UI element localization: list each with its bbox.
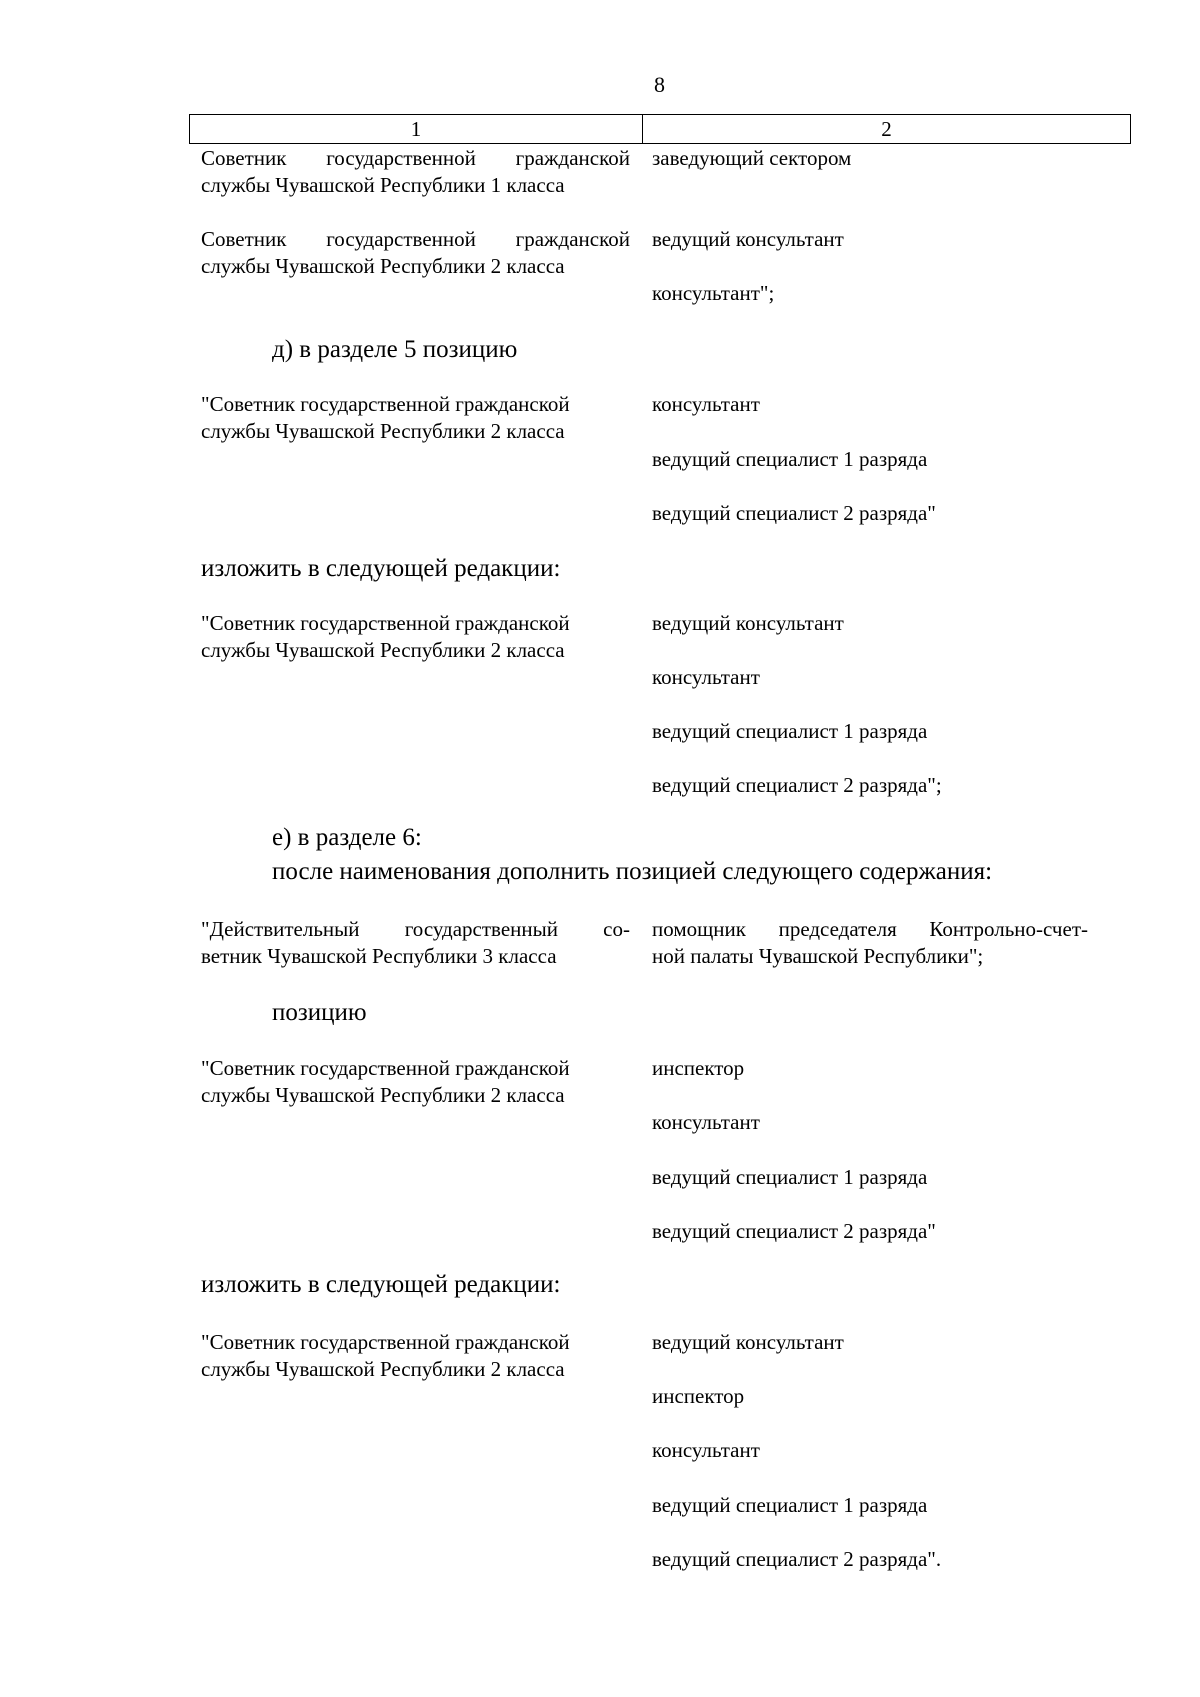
word: Контрольно-счет- xyxy=(929,917,1088,941)
block5-right-item: ведущий специалист 2 разряда" xyxy=(652,1219,936,1243)
block4-right-line1 xyxy=(652,917,1088,942)
statement-1: изложить в следующей редакции: xyxy=(201,555,561,582)
page-number: 8 xyxy=(654,72,665,97)
row2-right-item: консультант"; xyxy=(652,281,775,305)
word: председателя xyxy=(778,917,897,941)
word: Советник xyxy=(201,146,287,170)
table-header xyxy=(189,114,1131,144)
row2-right-item: ведущий консультант xyxy=(652,227,844,251)
row2-left-line1 xyxy=(201,227,630,252)
word: "Действительный xyxy=(201,917,360,941)
block2-left-line2: службы Чувашской Республики 2 класса xyxy=(201,419,565,443)
row2-left-line2: службы Чувашской Республики 2 класса xyxy=(201,254,565,278)
block6-right-item: ведущий консультант xyxy=(652,1330,844,1354)
block6-right-item: ведущий специалист 2 разряда". xyxy=(652,1547,942,1571)
block5-right-item: инспектор xyxy=(652,1056,745,1080)
block6-right-item: консультант xyxy=(652,1438,760,1462)
block4-left-line1 xyxy=(201,917,630,942)
row1-right: заведующий сектором xyxy=(652,146,852,170)
block6-left-line2: службы Чувашской Республики 2 класса xyxy=(201,1357,565,1381)
word: гражданской xyxy=(515,146,630,170)
block3-right-item: консультант xyxy=(652,665,760,689)
word: государственной xyxy=(326,227,476,251)
table-header-col1: 1 xyxy=(190,115,643,143)
block3-right-item: ведущий специалист 2 разряда"; xyxy=(652,773,942,797)
word: государственной xyxy=(326,146,476,170)
block6-left-line1: "Советник государственной гражданской xyxy=(201,1330,570,1354)
word: помощник xyxy=(652,917,746,941)
section-e-heading: е) в разделе 6: xyxy=(272,824,422,851)
word: Советник xyxy=(201,227,287,251)
block4-right-line2: ной палаты Чувашской Республики"; xyxy=(652,944,984,968)
block2-right-item: ведущий специалист 2 разряда" xyxy=(652,501,936,525)
table-header-col2: 2 xyxy=(881,116,892,141)
block6-right-item: инспектор xyxy=(652,1384,745,1408)
section-d-heading: д) в разделе 5 позицию xyxy=(272,336,518,363)
position-word: позицию xyxy=(272,999,367,1026)
block3-right-item: ведущий специалист 1 разряда xyxy=(652,719,928,743)
block2-right-item: ведущий специалист 1 разряда xyxy=(652,447,928,471)
block4-left-line2: ветник Чувашской Республики 3 класса xyxy=(201,944,557,968)
row1-left-line1 xyxy=(201,146,630,171)
block5-left-line1: "Советник государственной гражданской xyxy=(201,1056,570,1080)
block5-right-item: консультант xyxy=(652,1110,760,1134)
block3-left-line2: службы Чувашской Республики 2 класса xyxy=(201,638,565,662)
block5-left-line2: службы Чувашской Республики 2 класса xyxy=(201,1083,565,1107)
section-e-line2: после наименования дополнить позицией следующего содержания: xyxy=(272,858,993,885)
block5-right-item: ведущий специалист 1 разряда xyxy=(652,1165,928,1189)
word: государственный xyxy=(404,917,558,941)
block3-left-line1: "Советник государственной гражданской xyxy=(201,611,570,635)
word: со- xyxy=(603,917,630,941)
block2-right-item: консультант xyxy=(652,392,760,416)
word: гражданской xyxy=(515,227,630,251)
block3-right-item: ведущий консультант xyxy=(652,611,844,635)
row1-left-line2: службы Чувашской Республики 1 класса xyxy=(201,173,565,197)
block2-left-line1: "Советник государственной гражданской xyxy=(201,392,570,416)
statement-2: изложить в следующей редакции: xyxy=(201,1271,561,1298)
block6-right-item: ведущий специалист 1 разряда xyxy=(652,1493,928,1517)
